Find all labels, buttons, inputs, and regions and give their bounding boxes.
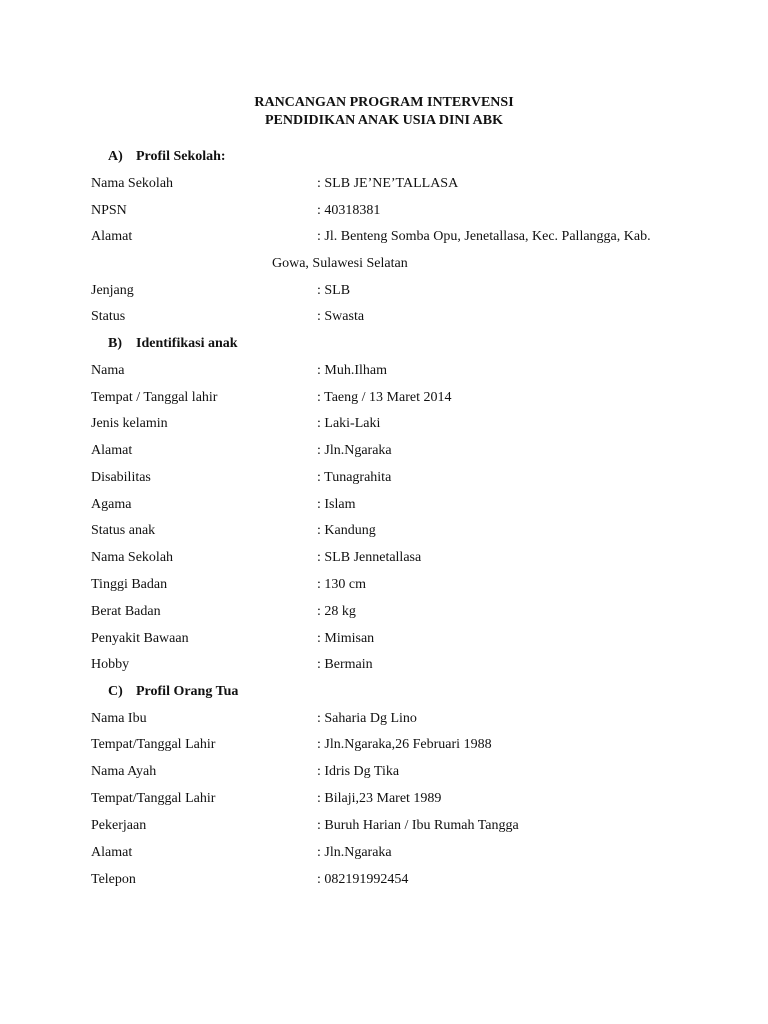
field-value: : Muh.Ilham [317,363,387,378]
field-label: Agama [91,497,132,512]
field-value: : Saharia Dg Lino [317,711,417,726]
field-value: : 28 kg [317,604,356,619]
field-label: Hobby [91,657,130,672]
section-title: Identifikasi anak [136,336,238,351]
field-label: Jenjang [91,283,134,298]
section-c-heading [108,683,238,701]
field-value: : Jln.Ngaraka [317,443,392,458]
field-value: : SLB Jennetallasa [317,550,422,565]
field-label: Nama [91,363,125,378]
field-value: : Mimisan [317,631,375,646]
section-letter: A) [108,149,123,164]
section-a-heading [108,148,226,166]
field-label: Status anak [91,523,156,538]
document-title-line-2: PENDIDIKAN ANAK USIA DINI ABK [264,113,504,128]
field-label: Telepon [91,872,136,887]
field-label: Berat Badan [91,604,161,619]
field-value: : Bermain [317,657,373,672]
field-label: Jenis kelamin [91,416,168,431]
field-value-continuation: Gowa, Sulawesi Selatan [272,256,408,271]
section-title: Profil Sekolah: [136,149,226,164]
field-value: : Jl. Benteng Somba Opu, Jenetallasa, Kec. Pallangga, Kab. [317,229,651,244]
field-value: : Islam [317,497,356,512]
field-value: : Jln.Ngaraka,26 Februari 1988 [317,737,492,752]
document-title-line-1: RANCANGAN PROGRAM INTERVENSI [254,95,514,110]
field-label: Alamat [91,845,133,860]
section-letter: C) [108,684,123,699]
field-value: : Swasta [317,309,365,324]
field-label: Disabilitas [91,470,151,485]
field-value: : Jln.Ngaraka [317,845,392,860]
field-label: Alamat [91,443,133,458]
field-label: Nama Sekolah [91,550,174,565]
field-value: : Tunagrahita [317,470,392,485]
field-label: Tinggi Badan [91,577,168,592]
field-value: : SLB [317,283,351,298]
field-value: : Idris Dg Tika [317,764,400,779]
field-value: : SLB JE’NE’TALLASA [317,176,459,191]
field-value: : Buruh Harian / Ibu Rumah Tangga [317,818,519,833]
field-label: Tempat / Tanggal lahir [91,390,218,405]
field-label: Tempat/Tanggal Lahir [91,791,216,806]
field-label: Pekerjaan [91,818,147,833]
field-value: : Taeng / 13 Maret 2014 [317,390,452,405]
section-b-heading [108,335,238,353]
field-label: Penyakit Bawaan [91,631,189,646]
field-value: : Bilaji,23 Maret 1989 [317,791,442,806]
field-label: NPSN [91,203,127,218]
field-value: : Kandung [317,523,376,538]
field-label: Alamat [91,229,133,244]
field-label: Nama Ibu [91,711,147,726]
section-title: Profil Orang Tua [136,684,239,699]
section-letter: B) [108,336,122,351]
field-value: : 082191992454 [317,872,409,887]
field-value: : 40318381 [317,203,381,218]
field-value: : 130 cm [317,577,366,592]
field-label: Nama Ayah [91,764,157,779]
field-label: Tempat/Tanggal Lahir [91,737,216,752]
field-value: : Laki-Laki [317,416,381,431]
field-label: Status [91,309,126,324]
field-label: Nama Sekolah [91,176,174,191]
